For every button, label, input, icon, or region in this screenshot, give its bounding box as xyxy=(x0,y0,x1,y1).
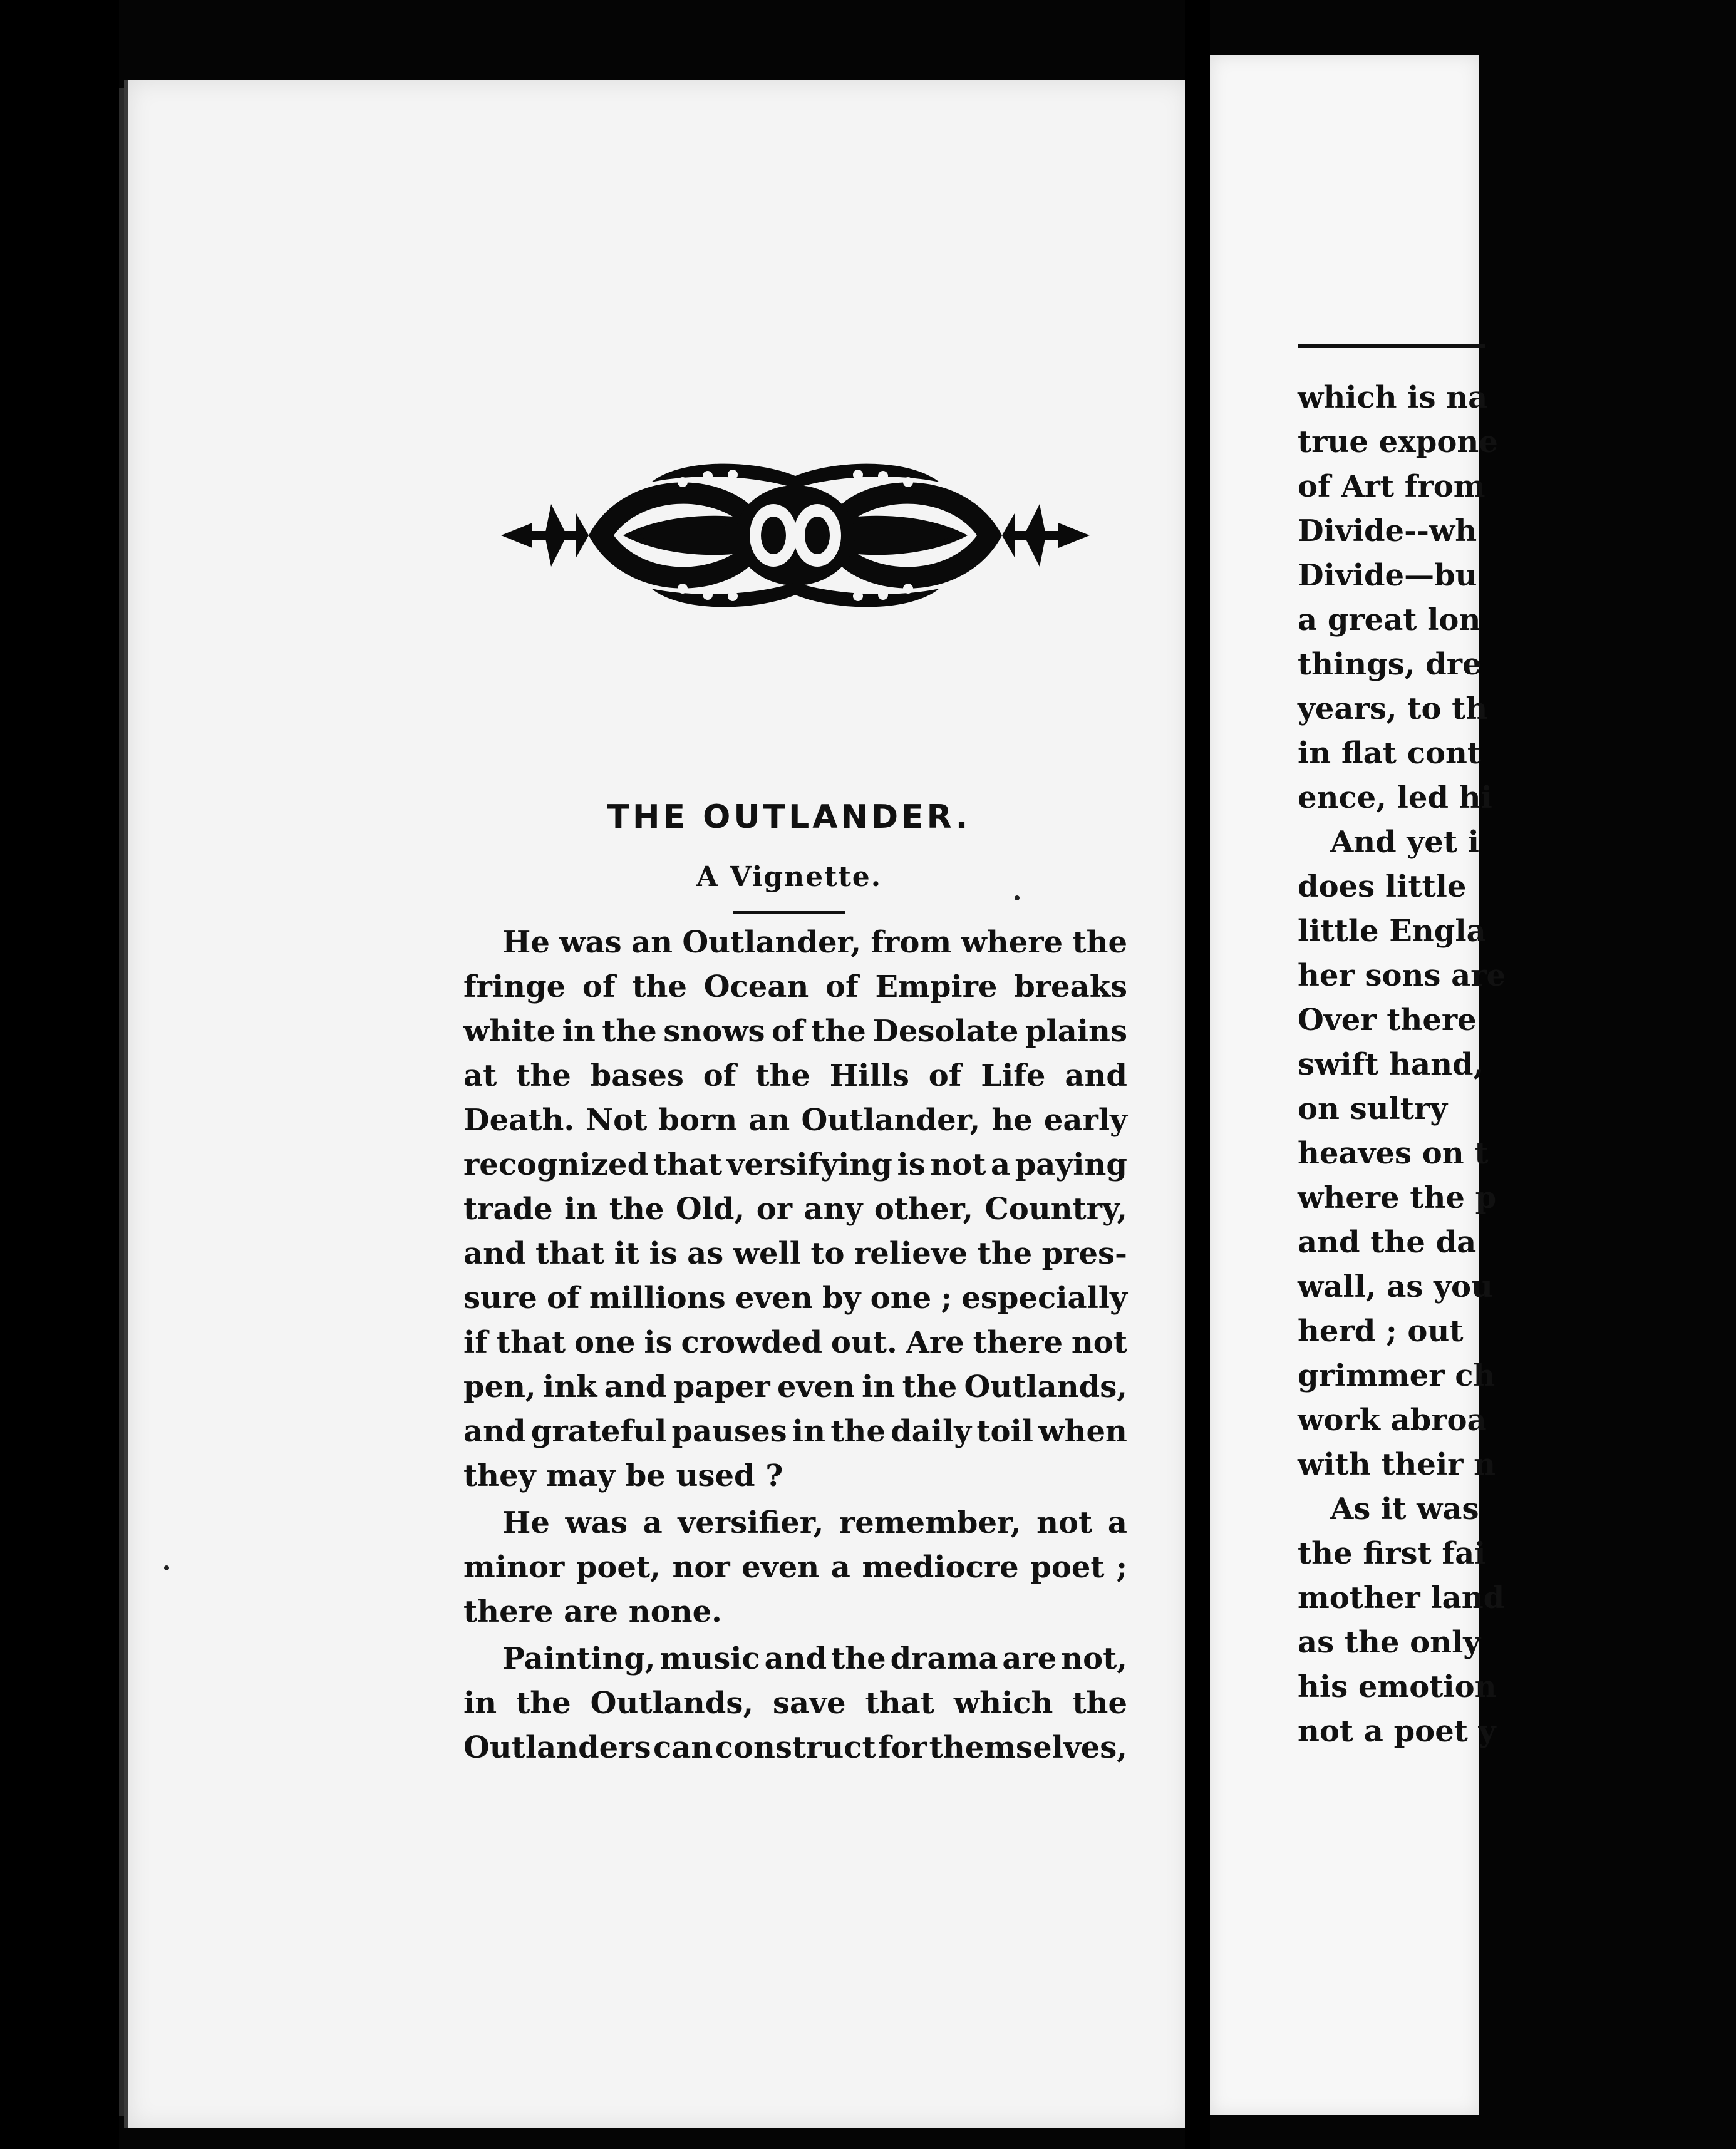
word: especially xyxy=(961,1281,1127,1316)
word: one xyxy=(870,1281,932,1316)
text-line: As it was xyxy=(1330,1492,1479,1527)
word: a xyxy=(830,1550,850,1585)
word: is xyxy=(649,1236,678,1271)
word: the xyxy=(811,1014,866,1049)
word: nor xyxy=(672,1550,730,1585)
text-line: years, to th xyxy=(1298,691,1488,726)
text-line: and the da xyxy=(1298,1225,1477,1260)
word: is xyxy=(897,1147,926,1182)
word: Outlands, xyxy=(964,1369,1127,1404)
word: versifying xyxy=(726,1147,892,1182)
word: Outlanders xyxy=(463,1730,651,1765)
text-line xyxy=(463,1726,1127,1770)
text-line: her sons are xyxy=(1298,958,1506,993)
word: for xyxy=(878,1730,927,1765)
text-line xyxy=(463,1637,1127,1681)
word: where xyxy=(961,925,1063,960)
text-line: work abroa xyxy=(1298,1403,1487,1438)
word: Not xyxy=(586,1103,648,1138)
word: not xyxy=(1071,1325,1127,1360)
word: of xyxy=(703,1058,736,1093)
word: born xyxy=(658,1103,738,1138)
text-line: Divide--wh xyxy=(1298,513,1477,549)
right-body-text xyxy=(1298,376,1736,1754)
text-line: grimmer ch xyxy=(1298,1358,1496,1393)
word: the xyxy=(1072,1686,1127,1721)
word: themselves, xyxy=(929,1730,1127,1765)
word: even xyxy=(735,1281,813,1316)
word: that xyxy=(653,1147,723,1182)
word: millions xyxy=(589,1281,726,1316)
word: and xyxy=(1065,1058,1127,1093)
text-line: on sultry xyxy=(1298,1091,1448,1126)
word: from xyxy=(871,925,952,960)
text-line: swift hand, xyxy=(1298,1047,1484,1082)
word: a xyxy=(643,1505,663,1540)
word: and xyxy=(764,1641,827,1676)
word: music xyxy=(659,1641,760,1676)
text-line xyxy=(463,1501,1127,1545)
text-line: his emotion xyxy=(1298,1669,1497,1704)
text-line: they may be used ? xyxy=(463,1458,783,1493)
text-line xyxy=(463,1054,1127,1098)
word: the xyxy=(977,1236,1033,1271)
word: any xyxy=(803,1192,863,1227)
word: not, xyxy=(1061,1641,1127,1676)
text-line xyxy=(463,1143,1127,1187)
word: mediocre xyxy=(862,1550,1019,1585)
word: Outlander, xyxy=(801,1103,981,1138)
word: the xyxy=(516,1686,571,1721)
word: snows xyxy=(663,1014,765,1049)
word: ink xyxy=(543,1369,597,1404)
word: early xyxy=(1043,1103,1127,1138)
word: by xyxy=(822,1281,861,1316)
word: other, xyxy=(874,1192,973,1227)
text-line: the first fai xyxy=(1298,1536,1486,1571)
word: versifier, xyxy=(678,1505,824,1540)
word: Hills xyxy=(829,1058,909,1093)
text-line: with their n xyxy=(1298,1447,1496,1482)
word: to xyxy=(810,1236,845,1271)
text-line: in flat cont xyxy=(1298,736,1482,771)
word: sure xyxy=(463,1281,537,1316)
text-line xyxy=(463,1545,1127,1590)
word: the xyxy=(609,1192,664,1227)
word: save xyxy=(773,1686,846,1721)
word: the xyxy=(831,1641,886,1676)
word: remember, xyxy=(839,1505,1021,1540)
decorative-ornament xyxy=(495,457,1096,614)
word: the xyxy=(902,1369,958,1404)
word: Desolate xyxy=(872,1014,1019,1049)
word: of xyxy=(928,1058,962,1093)
word: of xyxy=(772,1014,805,1049)
word: out. xyxy=(830,1325,897,1360)
word: Painting, xyxy=(502,1641,656,1676)
word: grateful xyxy=(530,1414,667,1449)
text-line xyxy=(463,1187,1127,1232)
page-title: THE OUTLANDER. xyxy=(607,798,971,836)
word: in xyxy=(862,1369,896,1404)
speck xyxy=(1015,895,1020,900)
word: an xyxy=(748,1103,790,1138)
text-line: Divide—bu xyxy=(1298,558,1477,593)
scan-border-left xyxy=(0,0,119,2149)
word: which xyxy=(953,1686,1053,1721)
word: there xyxy=(973,1325,1063,1360)
word: well xyxy=(733,1236,801,1271)
word: crowded xyxy=(681,1325,823,1360)
text-line: which is na xyxy=(1298,380,1488,415)
word: one xyxy=(574,1325,636,1360)
word: He xyxy=(502,1505,550,1540)
word: construct xyxy=(715,1730,876,1765)
word: that xyxy=(535,1236,605,1271)
text-line xyxy=(463,1365,1127,1409)
word: is xyxy=(644,1325,673,1360)
text-line: there are none. xyxy=(463,1594,722,1629)
speck xyxy=(164,1565,169,1570)
text-line xyxy=(463,1232,1127,1276)
word: it xyxy=(614,1236,640,1271)
word: minor xyxy=(463,1550,565,1585)
text-line: herd ; out xyxy=(1298,1314,1464,1349)
word: even xyxy=(777,1369,855,1404)
word: are xyxy=(1002,1641,1057,1676)
word: breaks xyxy=(1014,969,1127,1004)
word: pen, xyxy=(463,1369,536,1404)
text-line: not a poet y xyxy=(1298,1714,1496,1749)
word: Old, xyxy=(675,1192,745,1227)
word: a xyxy=(991,1147,1011,1182)
text-line: mother land xyxy=(1298,1580,1505,1616)
word: plains xyxy=(1025,1014,1127,1049)
word: and xyxy=(604,1369,667,1404)
text-line: where the p xyxy=(1298,1180,1497,1215)
word: of xyxy=(547,1281,580,1316)
word: poet xyxy=(1030,1550,1105,1585)
page-subtitle: A Vignette. xyxy=(696,861,882,893)
word: in xyxy=(564,1192,598,1227)
word: that xyxy=(865,1686,934,1721)
word: not xyxy=(930,1147,986,1182)
text-line xyxy=(463,920,1127,965)
text-line xyxy=(463,1681,1127,1726)
text-line xyxy=(463,1009,1127,1054)
word: in xyxy=(562,1014,596,1049)
word: can xyxy=(653,1730,713,1765)
word: or xyxy=(756,1192,792,1227)
word: as xyxy=(687,1236,724,1271)
word: ; xyxy=(941,1281,953,1316)
word: bases xyxy=(590,1058,684,1093)
text-line: as the only xyxy=(1298,1625,1481,1660)
text-line: does little xyxy=(1298,869,1467,904)
word: of xyxy=(825,969,859,1004)
word: Ocean xyxy=(703,969,809,1004)
word: a xyxy=(1107,1505,1127,1540)
text-line: things, dre xyxy=(1298,647,1482,682)
text-line: And yet i xyxy=(1330,825,1479,860)
right-page-rule xyxy=(1298,344,1485,348)
word: in xyxy=(463,1686,497,1721)
word: and xyxy=(463,1236,526,1271)
title-divider xyxy=(733,911,845,914)
word: Outlander, xyxy=(682,925,862,960)
word: the xyxy=(632,969,687,1004)
word: was xyxy=(565,1505,628,1540)
word: white xyxy=(463,1014,556,1049)
word: was xyxy=(559,925,622,960)
text-line: true expone xyxy=(1298,425,1498,460)
text-line: wall, as you xyxy=(1298,1269,1493,1304)
word: relieve xyxy=(854,1236,968,1271)
word: an xyxy=(631,925,673,960)
text-line: of Art from xyxy=(1298,469,1485,504)
word: not xyxy=(1036,1505,1093,1540)
text-line: heaves on t xyxy=(1298,1136,1489,1171)
word: Country, xyxy=(984,1192,1127,1227)
word: the xyxy=(1072,925,1127,960)
word: Outlands, xyxy=(590,1686,754,1721)
text-line xyxy=(463,1321,1127,1365)
text-line: ence, led hi xyxy=(1298,780,1492,815)
text-line: a great lon xyxy=(1298,602,1481,637)
gutter xyxy=(1185,0,1210,2149)
word: paying xyxy=(1015,1147,1127,1182)
word: the xyxy=(830,1414,886,1449)
word: fringe xyxy=(463,969,566,1004)
word: daily xyxy=(891,1414,972,1449)
word: paper xyxy=(673,1369,770,1404)
word: that xyxy=(496,1325,566,1360)
word: trade xyxy=(463,1192,553,1227)
left-body-text xyxy=(463,920,1127,1770)
text-line: Over there xyxy=(1298,1002,1477,1038)
text-line: little Engla xyxy=(1298,914,1486,949)
word: when xyxy=(1038,1414,1127,1449)
word: and xyxy=(463,1414,526,1449)
word: at xyxy=(463,1058,497,1093)
text-line xyxy=(463,1409,1127,1454)
word: Are xyxy=(906,1325,964,1360)
word: drama xyxy=(890,1641,998,1676)
word: poet, xyxy=(576,1550,661,1585)
word: if xyxy=(463,1325,488,1360)
word: pres- xyxy=(1041,1236,1127,1271)
word: recognized xyxy=(463,1147,649,1182)
text-line xyxy=(463,1098,1127,1143)
word: pauses xyxy=(671,1414,787,1449)
word: He xyxy=(502,925,550,960)
word: the xyxy=(755,1058,810,1093)
word: of xyxy=(582,969,616,1004)
word: in xyxy=(792,1414,826,1449)
word: toil xyxy=(976,1414,1034,1449)
word: ; xyxy=(1116,1550,1127,1585)
word: even xyxy=(741,1550,820,1585)
word: Life xyxy=(981,1058,1046,1093)
text-line xyxy=(463,1276,1127,1321)
word: he xyxy=(991,1103,1033,1138)
word: Empire xyxy=(875,969,998,1004)
word: the xyxy=(602,1014,657,1049)
word: Death. xyxy=(463,1103,575,1138)
word: the xyxy=(516,1058,571,1093)
text-line xyxy=(463,965,1127,1009)
